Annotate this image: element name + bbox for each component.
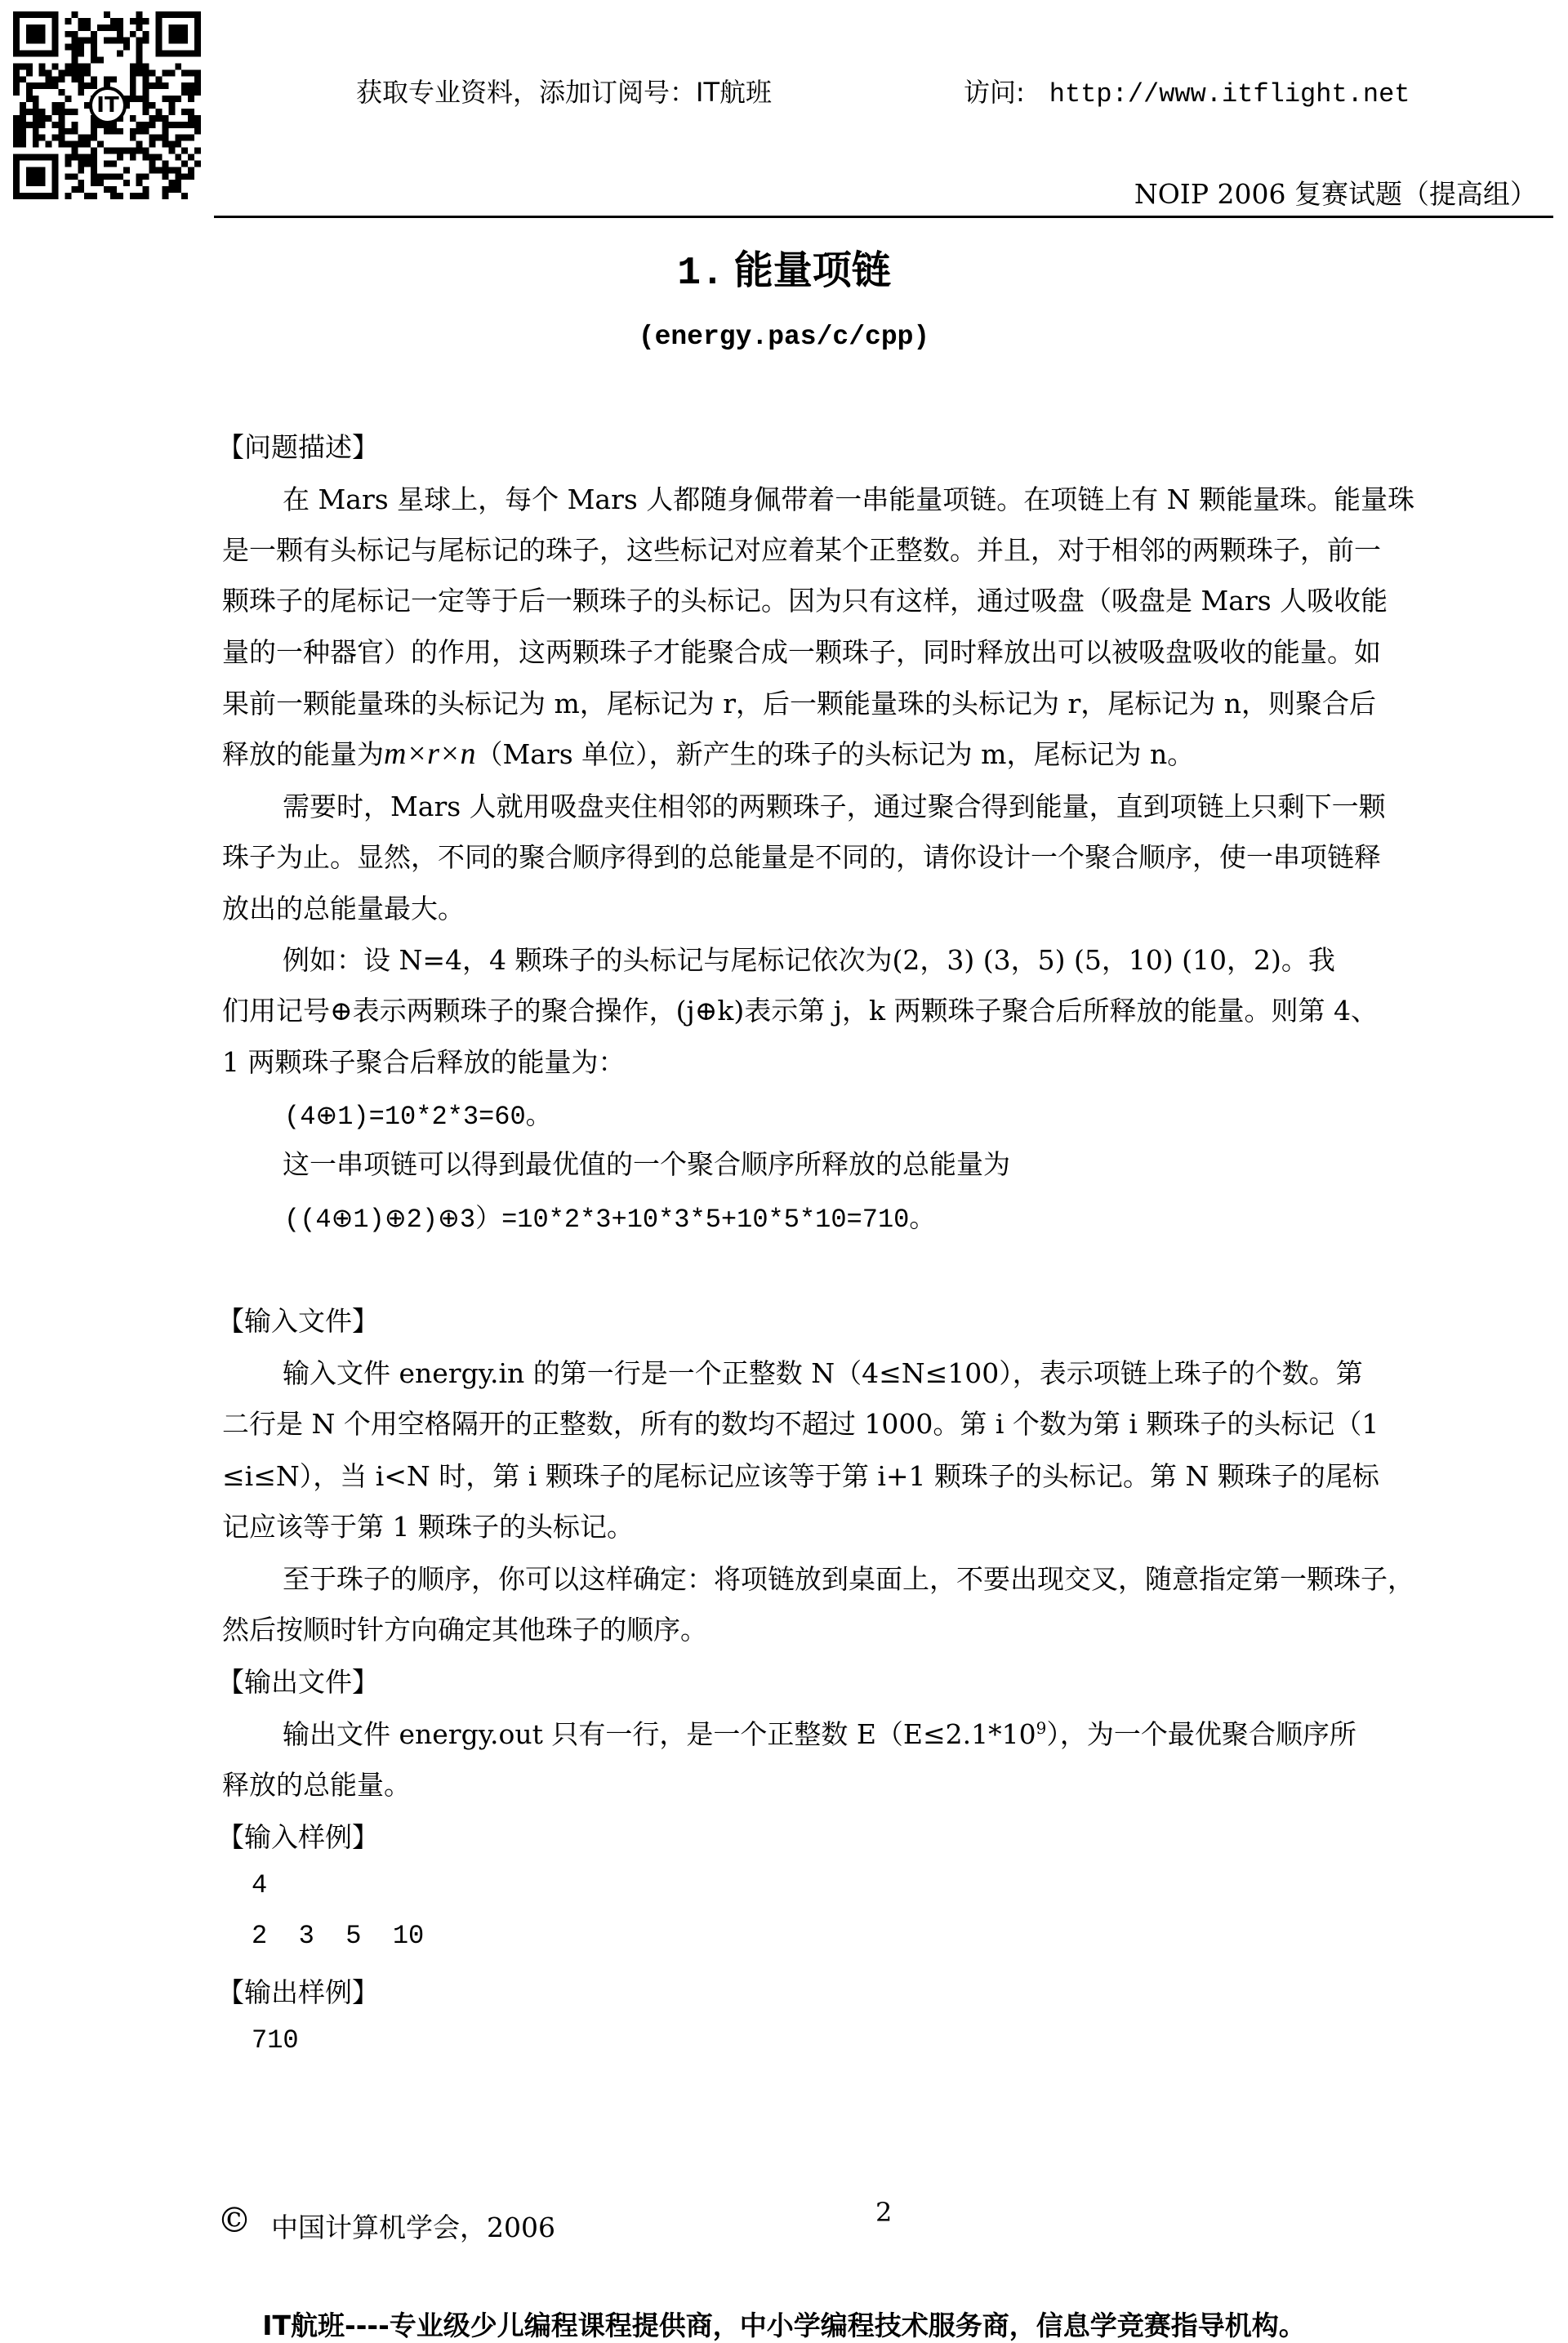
header-visit bbox=[964, 72, 1410, 109]
problem-line: 在 Mars 星球上，每个 Mars 人都随身佩带着一串能量项链。在项链上有 N 颗能量珠。能量珠 bbox=[283, 483, 1415, 515]
order-line: 至于珠子的顺序，你可以这样确定：将项链放到桌面上，不要出现交叉，随意指定第一颗珠子， bbox=[283, 1563, 1414, 1595]
output-line-prefix: 输出文件 energy.out 只有一行，是一个正整数 E（E≤2.1*10 bbox=[283, 1718, 1036, 1750]
input-sample-line: 4 bbox=[252, 1870, 268, 1900]
visit-label: 访问: bbox=[964, 77, 1025, 108]
section-input-sample-heading: 【输入样例】 bbox=[217, 1821, 379, 1853]
input-line: 输入文件 energy.in 的第一行是一个正整数 N（4≤N≤100），表示项链上珠子的个数。第 bbox=[283, 1357, 1363, 1389]
energy-formula: m×r×n bbox=[384, 737, 476, 771]
example-formula: ((4⊕1)⊕2)⊕3）=10*2*3+10*3*5+10*5*10=710。 bbox=[284, 1205, 936, 1235]
formula-prefix: 释放的能量为 bbox=[222, 738, 384, 770]
problem-line: 果前一颗能量珠的头标记为 m，尾标记为 r，后一颗能量珠的头标记为 r，尾标记为 n，则聚合后 bbox=[222, 688, 1377, 719]
example-formula: (4⊕1)=10*2*3=60。 bbox=[284, 1102, 552, 1132]
formula-suffix: （Mars 单位），新产生的珠子的头标记为 m，尾标记为 n。 bbox=[475, 738, 1195, 770]
order-line: 然后按顺时针方向确定其他珠子的顺序。 bbox=[222, 1614, 707, 1646]
output-line: 释放的总能量。 bbox=[222, 1769, 411, 1801]
copyright bbox=[217, 2200, 555, 2245]
problem-line: 量的一种器官）的作用，这两颗珠子才能聚合成一颗珠子，同时释放出可以被吸盘吸收的能量。如 bbox=[222, 636, 1381, 668]
example-text: 这一串项链可以得到最优值的一个聚合顺序所释放的总能量为 bbox=[283, 1148, 1010, 1180]
title-text: 能量项链 bbox=[733, 247, 891, 293]
problem-file-names: (energy.pas/c/cpp) bbox=[638, 322, 930, 352]
qr-logo-icon bbox=[89, 87, 127, 124]
header-url-link[interactable]: http://www.itflight.net bbox=[1049, 79, 1410, 109]
input-line: 二行是 N 个用空格隔开的正整数，所有的数均不超过 1000。第 i 个数为第 i 颗珠子的头标记（1 bbox=[222, 1408, 1379, 1440]
section-problem-heading: 【问题描述】 bbox=[217, 431, 379, 463]
header-promo-text: 获取专业资料，添加订阅号：IT航班 bbox=[356, 77, 772, 108]
need-line: 放出的总能量最大。 bbox=[222, 893, 465, 924]
example-line: 1 两颗珠子聚合后释放的能量为： bbox=[222, 1046, 626, 1078]
section-output-sample-heading: 【输出样例】 bbox=[217, 1976, 379, 2008]
input-line: 记应该等于第 1 颗珠子的头标记。 bbox=[222, 1511, 634, 1543]
section-input-heading: 【输入文件】 bbox=[217, 1305, 379, 1337]
header-divider bbox=[214, 216, 1553, 218]
title-number: 1. bbox=[677, 252, 724, 296]
problem-line: 颗珠子的尾标记一定等于后一颗珠子的头标记。因为只有这样，通过吸盘（吸盘是 Mars 人吸收能 bbox=[222, 585, 1388, 617]
copyright-text: 中国计算机学会，2006 bbox=[271, 2212, 555, 2243]
footer-banner: IT航班----专业级少儿编程课程提供商，中小学编程技术服务商，信息学竞赛指导机构。 bbox=[262, 2310, 1306, 2341]
problem-line: 是一颗有头标记与尾标记的珠子，这些标记对应着某个正整数。并且，对于相邻的两颗珠子，前一 bbox=[222, 534, 1381, 566]
problem-line-formula bbox=[222, 733, 1552, 772]
output-sample-line: 710 bbox=[252, 2025, 299, 2056]
input-line: ≤i≤N），当 i<N 时，第 i 颗珠子的尾标记应该等于第 i+1 颗珠子的头标记。第 N 颗珠子的尾标 bbox=[222, 1460, 1379, 1492]
output-line bbox=[283, 1713, 1568, 1752]
example-line: 们用记号⊕表示两颗珠子的聚合操作，(j⊕k)表示第 j，k 两颗珠子聚合后所释放的能量。则第 4、 bbox=[222, 995, 1378, 1027]
need-line: 需要时，Mars 人就用吸盘夹住相邻的两颗珠子，通过聚合得到能量，直到项链上只剩下一颗 bbox=[283, 791, 1386, 822]
output-line-suffix: ），为一个最优聚合顺序所 bbox=[1046, 1718, 1356, 1750]
section-output-heading: 【输出文件】 bbox=[217, 1666, 379, 1698]
exponent: 9 bbox=[1036, 1718, 1047, 1738]
problem-title bbox=[0, 238, 1568, 296]
header-subtitle: NOIP 2006 复赛试题（提高组） bbox=[1134, 178, 1537, 210]
need-line: 珠子为止。显然，不同的聚合顺序得到的总能量是不同的，请你设计一个聚合顺序，使一串项链释 bbox=[222, 841, 1381, 873]
input-sample-line: 2 3 5 10 bbox=[252, 1921, 425, 1951]
qr-logo-text: IT bbox=[96, 93, 119, 118]
example-line: 例如：设 N=4，4 颗珠子的头标记与尾标记依次为(2，3) (3，5) (5，10) (10，2)。我 bbox=[283, 944, 1335, 976]
page-number: 2 bbox=[875, 2197, 893, 2228]
copyright-icon: © bbox=[217, 2200, 252, 2240]
